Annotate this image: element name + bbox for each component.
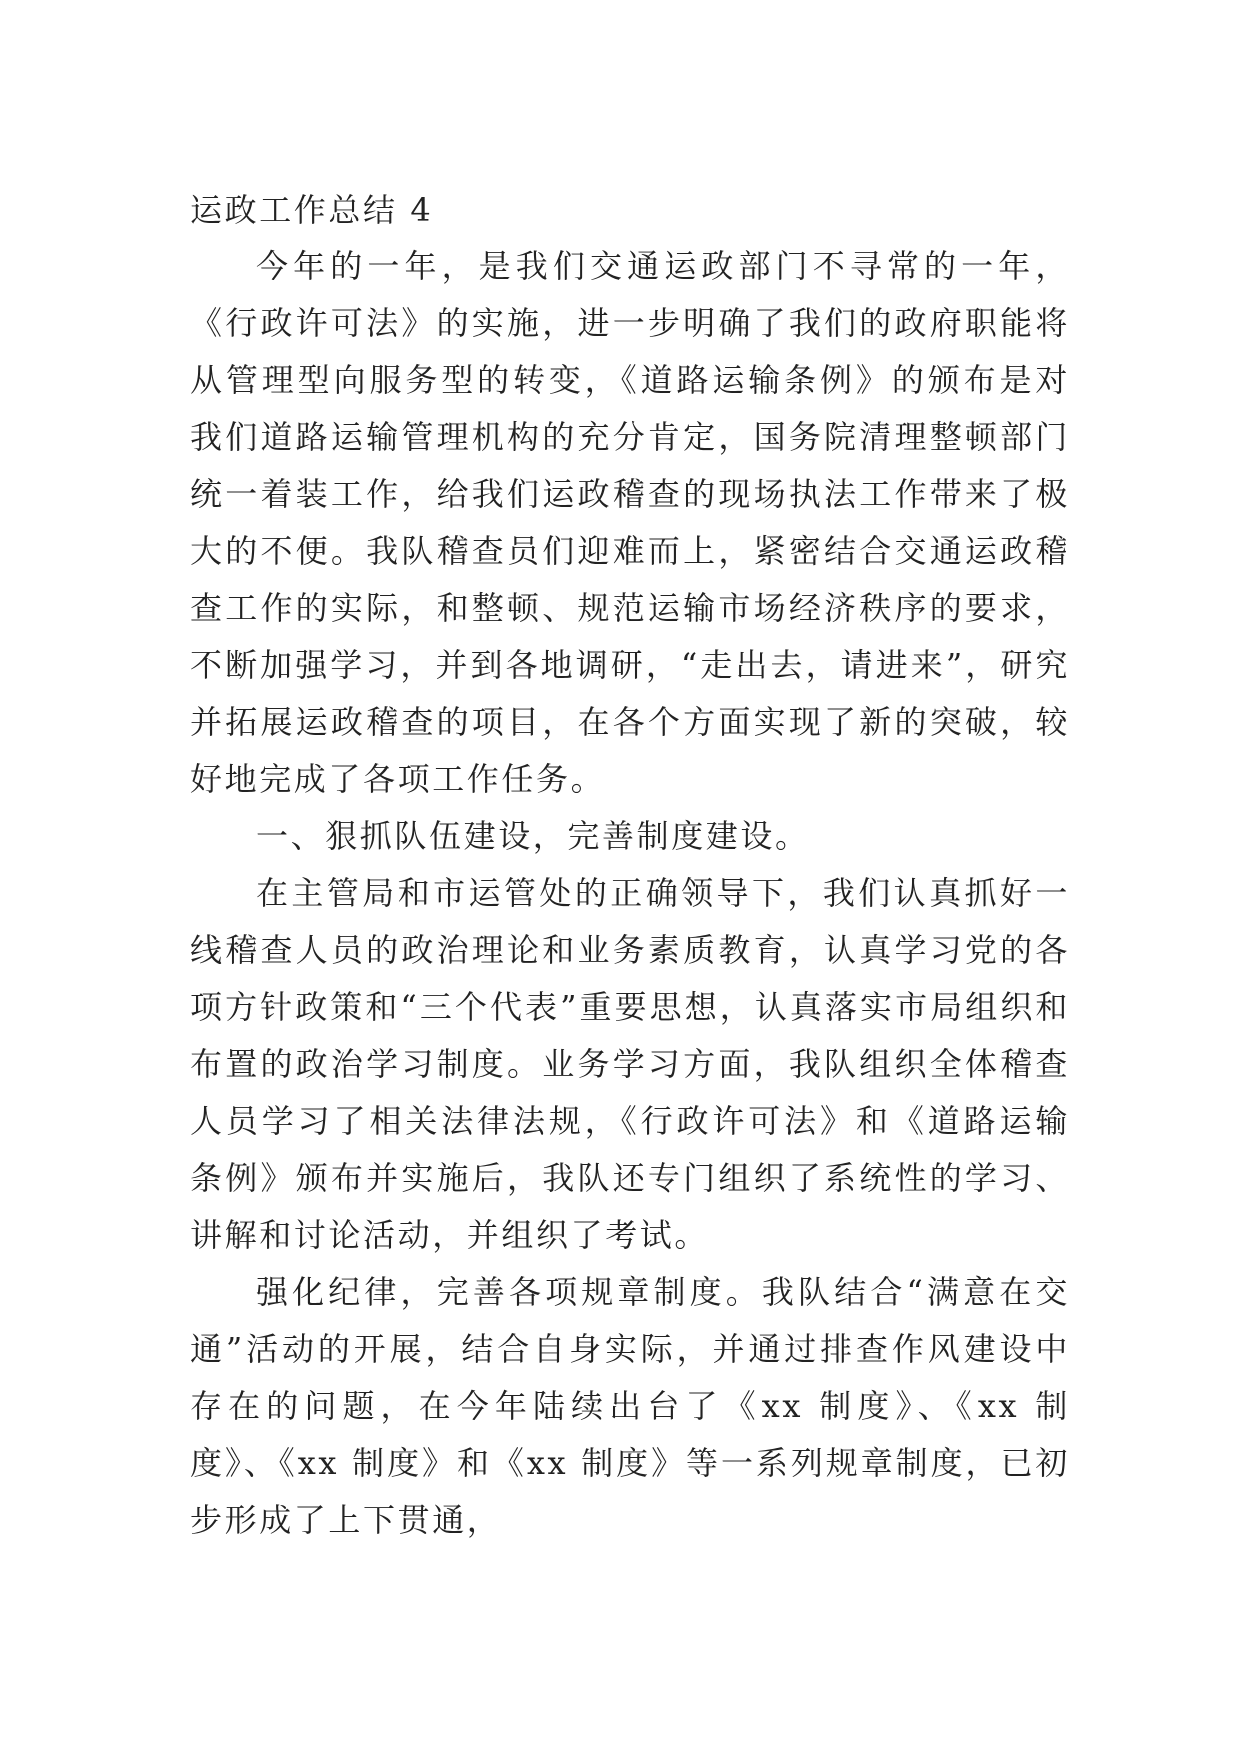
- paragraph-team-building: 在主管局和市运管处的正确领导下，我们认真抓好一线稽查人员的政治理论和业务素质教育，认真学习党的各项方针政策和“三个代表”重要思想，认真落实市局组织和布置的政治学习制度。业务学习方面，我队组织全体稽查人员学习了相关法律法规，《行政许可法》和《道路运输条例》颁布并实施后，我队还专门组织了系统性的学习、讲解和讨论活动，并组织了考试。: [190, 874, 1070, 1254]
- document-body: [190, 182, 1070, 1549]
- document-title: 运政工作总结 4: [190, 191, 434, 229]
- paragraph-intro: 今年的一年，是我们交通运政部门不寻常的一年，《行政许可法》的实施，进一步明确了我们的政府职能将从管理型向服务型的转变，《道路运输条例》的颁布是对我们道路运输管理机构的充分肯定，国务院清理整顿部门统一着装工作，给我们运政稽查的现场执法工作带来了极大的不便。我队稽查员们迎难而上，紧密结合交通运政稽查工作的实际，和整顿、规范运输市场经济秩序的要求，不断加强学习，并到各地调研，“走出去，请进来”，研究并拓展运政稽查的项目，在各个方面实现了新的突破，较好地完成了各项工作任务。: [190, 247, 1070, 798]
- section-heading-1: 一、狠抓队伍建设，完善制度建设。: [256, 817, 810, 855]
- paragraph-discipline: 强化纪律，完善各项规章制度。我队结合“满意在交通”活动的开展，结合自身实际，并通过排查作风建设中存在的问题，在今年陆续出台了《xx 制度》、《xx 制度》、《xx 制度》和《xx 制度》等一系列规章制度，已初步形成了上下贯通，: [190, 1273, 1070, 1539]
